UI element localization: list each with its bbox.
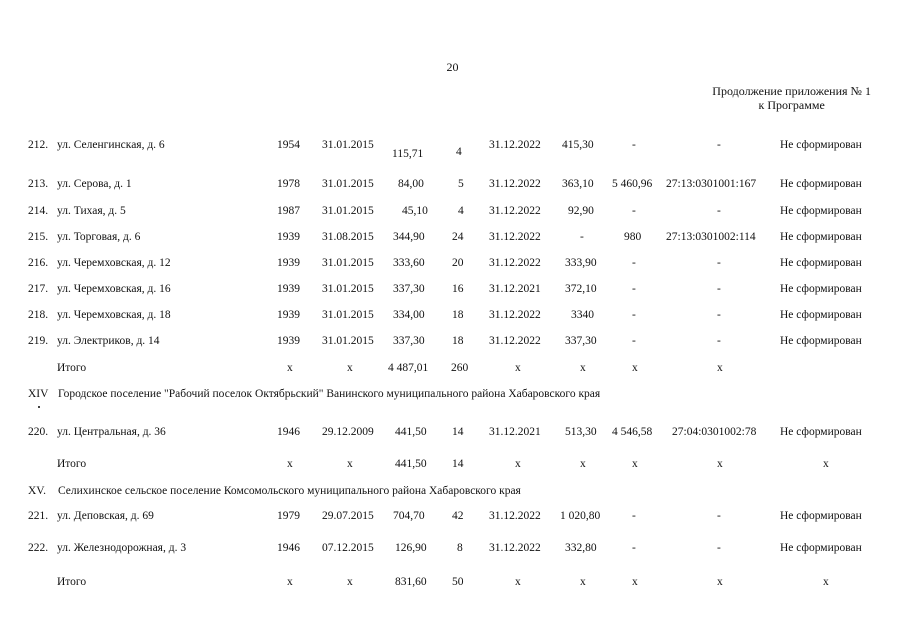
section-title: Селихинское сельское поселение Комсомольского муниципального района Хабаровского края: [58, 485, 521, 497]
row-status: Не сформирован: [780, 335, 862, 347]
row-date2: 31.12.2022: [489, 510, 541, 522]
row-year: 1939: [277, 231, 300, 243]
total-year: x: [287, 362, 293, 374]
total-residents: 50: [452, 576, 464, 588]
row-date2: 31.12.2022: [489, 257, 541, 269]
row-date1: 31.01.2015: [322, 139, 374, 151]
row-date1: 31.01.2015: [322, 283, 374, 295]
row-residents: 16: [452, 283, 464, 295]
row-address: ул. Железнодорожная, д. 3: [57, 542, 187, 554]
row-date1: 31.01.2015: [322, 257, 374, 269]
total-status: x: [823, 458, 829, 470]
total-date1: x: [347, 362, 353, 374]
row-status: Не сформирован: [780, 510, 862, 522]
row-date2: 31.12.2022: [489, 542, 541, 554]
row-col8: 513,30: [565, 426, 597, 438]
total-label: Итого: [57, 458, 87, 470]
total-cadastral: x: [717, 576, 723, 588]
row-cadastral: -: [717, 139, 721, 151]
table-row: [0, 205, 905, 221]
section-number: XV.: [28, 485, 47, 497]
row-year: 1987: [277, 205, 300, 217]
row-date2: 31.12.2022: [489, 205, 541, 217]
row-col9: -: [632, 205, 636, 217]
row-col8: 3340: [571, 309, 594, 321]
row-cadastral: -: [717, 309, 721, 321]
row-col8: 337,30: [565, 335, 597, 347]
row-area: 344,90: [393, 231, 425, 243]
total-row: [0, 362, 905, 378]
row-residents: 20: [452, 257, 464, 269]
row-residents: 5: [458, 178, 464, 190]
row-col9: -: [632, 309, 636, 321]
table-row: [0, 257, 905, 273]
row-date1: 31.01.2015: [322, 205, 374, 217]
row-area: 334,00: [393, 309, 425, 321]
row-year: 1978: [277, 178, 300, 190]
row-address: ул. Электриков, д. 14: [57, 335, 160, 347]
row-area: 337,30: [393, 283, 425, 295]
total-area: 441,50: [395, 458, 427, 470]
total-cadastral: x: [717, 362, 723, 374]
section-heading-xv: [0, 485, 905, 501]
section-title: Городское поселение "Рабочий поселок Октябрьский" Ванинского муниципального района Хабаровского края: [58, 388, 601, 400]
total-label: Итого: [57, 362, 87, 374]
row-col9: 4 546,58: [612, 426, 653, 438]
row-cadastral: 27:13:0301001:167: [666, 178, 757, 190]
row-date1: 29.12.2009: [322, 426, 374, 438]
total-date1: x: [347, 458, 353, 470]
table-row: [0, 178, 905, 194]
appendix-header-line2: к Программе: [758, 98, 825, 112]
row-col9: -: [632, 257, 636, 269]
row-area: 84,00: [398, 178, 424, 190]
row-date2: 31.12.2022: [489, 231, 541, 243]
row-residents: 4: [458, 205, 464, 217]
total-col9: x: [632, 458, 638, 470]
total-year: x: [287, 576, 293, 588]
row-status: Не сформирован: [780, 309, 862, 321]
row-residents: 42: [452, 510, 464, 522]
row-address: ул. Центральная, д. 36: [57, 426, 166, 438]
row-date2: 31.12.2022: [489, 178, 541, 190]
row-address: ул. Торговая, д. 6: [57, 231, 141, 243]
row-area: 333,60: [393, 257, 425, 269]
total-date2: x: [515, 576, 521, 588]
row-cadastral: 27:04:0301002:78: [672, 426, 757, 438]
row-number: 216.: [28, 257, 49, 269]
row-status: Не сформирован: [780, 205, 862, 217]
row-date2: 31.12.2021: [489, 426, 541, 438]
row-status: Не сформирован: [780, 139, 862, 151]
total-date2: x: [515, 362, 521, 374]
row-date1: 07.12.2015: [322, 542, 374, 554]
row-date1: 31.01.2015: [322, 335, 374, 347]
row-col8: 363,10: [562, 178, 594, 190]
row-col9: -: [632, 139, 636, 151]
row-col8: 92,90: [568, 205, 594, 217]
row-date2: 31.12.2022: [489, 309, 541, 321]
row-col9: 5 460,96: [612, 178, 653, 190]
row-col8: 332,80: [565, 542, 597, 554]
row-number: 212.: [28, 139, 49, 151]
section-heading-xiv: [0, 388, 905, 404]
table-row: [0, 426, 905, 442]
row-address: ул. Селенгинская, д. 6: [57, 139, 165, 151]
total-col8: x: [580, 362, 586, 374]
row-col9: 980: [624, 231, 642, 243]
row-address: ул. Черемховская, д. 12: [57, 257, 171, 269]
row-number: 214.: [28, 205, 49, 217]
row-number: 213.: [28, 178, 49, 190]
row-col8: 333,90: [565, 257, 597, 269]
total-cadastral: x: [717, 458, 723, 470]
row-number: 218.: [28, 309, 49, 321]
total-date1: x: [347, 576, 353, 588]
row-date1: 29.07.2015: [322, 510, 374, 522]
total-label: Итого: [57, 576, 87, 588]
row-year: 1946: [277, 426, 300, 438]
row-cadastral: 27:13:0301002:114: [666, 231, 756, 243]
row-date2: 31.12.2021: [489, 283, 541, 295]
row-date2: 31.12.2022: [489, 335, 541, 347]
row-date1: 31.08.2015: [322, 231, 374, 243]
row-address: ул. Черемховская, д. 18: [57, 309, 171, 321]
row-year: 1939: [277, 335, 300, 347]
row-residents: 18: [452, 309, 464, 321]
row-status: Не сформирован: [780, 178, 862, 190]
total-col8: x: [580, 458, 586, 470]
row-residents: 24: [452, 231, 464, 243]
row-cadastral: -: [717, 542, 721, 554]
row-area: 441,50: [395, 426, 427, 438]
row-area: 45,10: [402, 205, 428, 217]
row-status: Не сформирован: [780, 231, 862, 243]
row-number: 220.: [28, 426, 49, 438]
total-col9: x: [632, 576, 638, 588]
total-date2: x: [515, 458, 521, 470]
row-col8: 1 020,80: [560, 510, 601, 522]
row-number: 217.: [28, 283, 49, 295]
row-col9: -: [632, 335, 636, 347]
row-area: 337,30: [393, 335, 425, 347]
row-residents: 8: [457, 542, 463, 554]
row-status: Не сформирован: [780, 426, 862, 438]
total-residents: 14: [452, 458, 464, 470]
table-row: [0, 283, 905, 299]
table-row: [0, 510, 905, 526]
row-residents: 14: [452, 426, 464, 438]
row-col8: 415,30: [562, 139, 594, 151]
total-row: [0, 458, 905, 474]
table-row: [0, 542, 905, 558]
row-year: 1954: [277, 139, 300, 151]
row-number: 215.: [28, 231, 49, 243]
row-area: 115,71: [392, 148, 424, 160]
row-cadastral: -: [717, 257, 721, 269]
total-year: x: [287, 458, 293, 470]
row-col9: -: [632, 542, 636, 554]
total-residents: 260: [451, 362, 469, 374]
row-address: ул. Серова, д. 1: [57, 178, 132, 190]
row-status: Не сформирован: [780, 257, 862, 269]
row-residents: 18: [452, 335, 464, 347]
appendix-header-line1: Продолжение приложения № 1: [712, 84, 871, 98]
table-row: [0, 139, 905, 160]
section-number: XIV: [28, 388, 49, 400]
row-status: Не сформирован: [780, 542, 862, 554]
page-number: 20: [446, 60, 459, 74]
total-col9: x: [632, 362, 638, 374]
row-area: 126,90: [395, 542, 427, 554]
row-number: 219.: [28, 335, 49, 347]
row-address: ул. Тихая, д. 5: [57, 205, 126, 217]
total-row: [0, 576, 905, 592]
row-col9: -: [632, 283, 636, 295]
row-number: 222.: [28, 542, 49, 554]
row-year: 1979: [277, 510, 300, 522]
row-cadastral: -: [717, 283, 721, 295]
appendix-header: [712, 84, 871, 112]
row-date2: 31.12.2022: [489, 139, 541, 151]
row-year: 1939: [277, 309, 300, 321]
row-status: Не сформирован: [780, 283, 862, 295]
table-row: [0, 309, 905, 325]
stray-mark: [38, 406, 40, 408]
row-number: 221.: [28, 510, 49, 522]
row-date1: 31.01.2015: [322, 178, 374, 190]
total-area: 4 487,01: [388, 362, 429, 374]
table-row: [0, 335, 905, 351]
total-area: 831,60: [395, 576, 427, 588]
row-cadastral: -: [717, 335, 721, 347]
row-col9: -: [632, 510, 636, 522]
row-cadastral: -: [717, 510, 721, 522]
row-area: 704,70: [393, 510, 425, 522]
row-year: 1939: [277, 283, 300, 295]
row-cadastral: -: [717, 205, 721, 217]
table-row: [0, 231, 905, 247]
total-col8: x: [580, 576, 586, 588]
row-date1: 31.01.2015: [322, 309, 374, 321]
total-status: x: [823, 576, 829, 588]
row-col8: -: [580, 231, 584, 243]
row-col8: 372,10: [565, 283, 597, 295]
row-year: 1946: [277, 542, 300, 554]
row-year: 1939: [277, 257, 300, 269]
row-address: ул. Черемховская, д. 16: [57, 283, 171, 295]
row-residents: 4: [456, 146, 462, 158]
row-address: ул. Деповская, д. 69: [57, 510, 154, 522]
